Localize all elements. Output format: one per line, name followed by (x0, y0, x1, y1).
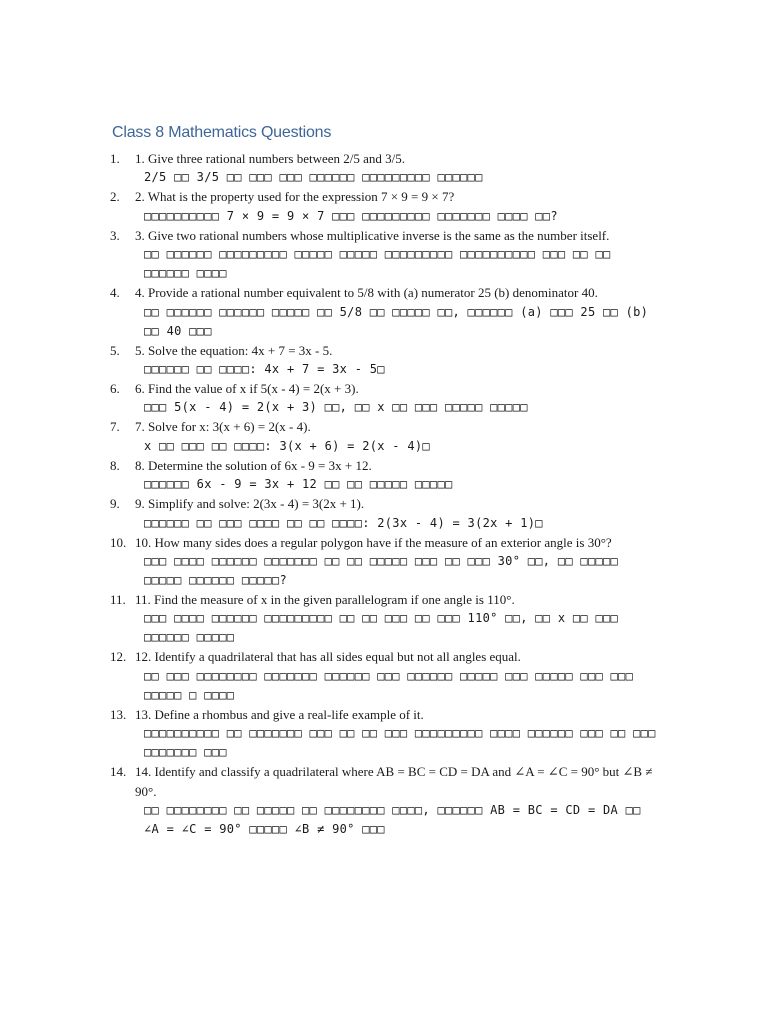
question-translation: x □□ □□□ □□ □□□□: 3(x + 6) = 2(x - 4)□ (144, 438, 430, 453)
question-translation: □□□ □□□□ □□□□□□ □□□□□□□□□ □□ □□ □□□ □□ □□□ 110° □□, □□ x □□ □□□ □□□□□□ □□□□□ (144, 611, 619, 645)
question-number: 7. (110, 419, 120, 435)
question-item (0, 341, 768, 379)
question-number: 8. (110, 457, 120, 473)
document-title: Class 8 Mathematics Questions (112, 124, 332, 141)
question-number: 6. (110, 381, 120, 397)
question-list (0, 149, 768, 839)
question-number: 1. (110, 151, 120, 166)
question-translation: 2/5 □□ 3/5 □□ □□□ □□□ □□□□□□ □□□□□□□□□ □□□□□□ (144, 170, 483, 185)
question-text: 2. What is the property used for the expression 7 × 9 = 9 × 7? (135, 189, 455, 205)
question-translation: □□□□□□ 6x - 9 = 3x + 12 □□ □□ □□□□□ □□□□□ (144, 477, 453, 492)
question-translation: □□ □□□□□□ □□□□□□ □□□□□ □□ 5/8 □□ □□□□□ □□, □□□□□□ (a) □□□ 25 □□ (b) □□ 40 □□□ (144, 304, 649, 338)
question-text: 5. Solve the equation: 4x + 7 = 3x - 5. (135, 342, 333, 358)
question-number: 12. (110, 649, 127, 665)
question-text: 4. Provide a rational number equivalent to 5/8 with (a) numerator 25 (b) denominator 40. (135, 285, 598, 301)
question-translation: □□□ □□□□ □□□□□□ □□□□□□□ □□ □□ □□□□□ □□□ □□ □□□ 30° □□, □□ □□□□□ □□□□□ □□□□□□ □□□□□? (144, 554, 619, 588)
question-item (0, 417, 768, 455)
question-item (0, 283, 768, 340)
question-text: 7. Solve for x: 3(x + 6) = 2(x - 4). (135, 419, 311, 435)
question-text: 10. How many sides does a regular polygon have if the measure of an exterior angle is 30°? (135, 534, 612, 550)
question-item (0, 705, 768, 762)
question-translation: □□ □□□□□□□□ □□ □□□□□ □□ □□□□□□□□ □□□□, □□□□□□ AB = BC = CD = DA □□ ∠A = ∠C = 90° □□□□□ ∠B ≠ 90° □□□ (144, 803, 641, 837)
question-item (0, 149, 768, 187)
question-text: 12. Identify a quadrilateral that has all sides equal but not all angles equal. (135, 649, 521, 665)
question-text: 1. Give three rational numbers between 2/5 and 3/5. (135, 151, 406, 166)
question-text: 3. Give two rational numbers whose multiplicative inverse is the same as the number itself. (135, 227, 610, 243)
question-item (0, 647, 768, 704)
question-translation: □□□□□□□□□□ □□ □□□□□□□ □□□ □□ □□ □□□ □□□□□□□□□ □□□□ □□□□□□ □□□ □□ □□□ □□□□□□□ □□□ (144, 726, 656, 760)
question-item (0, 762, 768, 839)
question-text: 14. Identify and classify a quadrilateral where AB = BC = CD = DA and ∠A = ∠C = 90° but ∠B ≠ 90°. (135, 764, 653, 799)
question-text: 13. Define a rhombus and give a real-life example of it. (135, 706, 424, 722)
question-number: 5. (110, 342, 120, 358)
question-item (0, 379, 768, 417)
question-translation: □□□□□□ □□ □□□□: 4x + 7 = 3x - 5□ (144, 362, 385, 377)
question-number: 4. (110, 285, 120, 301)
question-item (0, 494, 768, 532)
question-translation: □□□□□□□□□□ 7 × 9 = 9 × 7 □□□ □□□□□□□□□ □□□□□□□ □□□□ □□? (144, 208, 558, 223)
question-number: 9. (110, 496, 120, 512)
question-text: 11. Find the measure of x in the given parallelogram if one angle is 110°. (135, 592, 515, 608)
question-item (0, 590, 768, 647)
question-text: 8. Determine the solution of 6x - 9 = 3x + 12. (135, 457, 372, 473)
question-number: 2. (110, 189, 120, 205)
question-item (0, 533, 768, 590)
question-number: 3. (110, 227, 120, 243)
question-number: 10. (110, 534, 127, 550)
question-translation: □□□□□□ □□ □□□ □□□□ □□ □□ □□□□: 2(3x - 4) = 3(2x + 1)□ (144, 515, 543, 530)
question-number: 14. (110, 764, 127, 780)
question-text: 9. Simplify and solve: 2(3x - 4) = 3(2x + 1). (135, 496, 365, 512)
question-translation: □□□ 5(x - 4) = 2(x + 3) □□, □□ x □□ □□□ □□□□□ □□□□□ (144, 400, 528, 415)
question-item (0, 456, 768, 494)
question-number: 13. (110, 706, 127, 722)
question-text: 6. Find the value of x if 5(x - 4) = 2(x + 3). (135, 381, 359, 397)
question-translation: □□ □□□□□□ □□□□□□□□□ □□□□□ □□□□□ □□□□□□□□□ □□□□□□□□□□ □□□ □□ □□ □□□□□□ □□□□ (144, 247, 611, 281)
question-translation: □□ □□□ □□□□□□□□ □□□□□□□ □□□□□□ □□□ □□□□□□ □□□□□ □□□ □□□□□ □□□ □□□ □□□□□ □ □□□□ (144, 668, 634, 702)
question-item (0, 226, 768, 283)
question-number: 11. (110, 592, 126, 608)
question-item (0, 187, 768, 225)
